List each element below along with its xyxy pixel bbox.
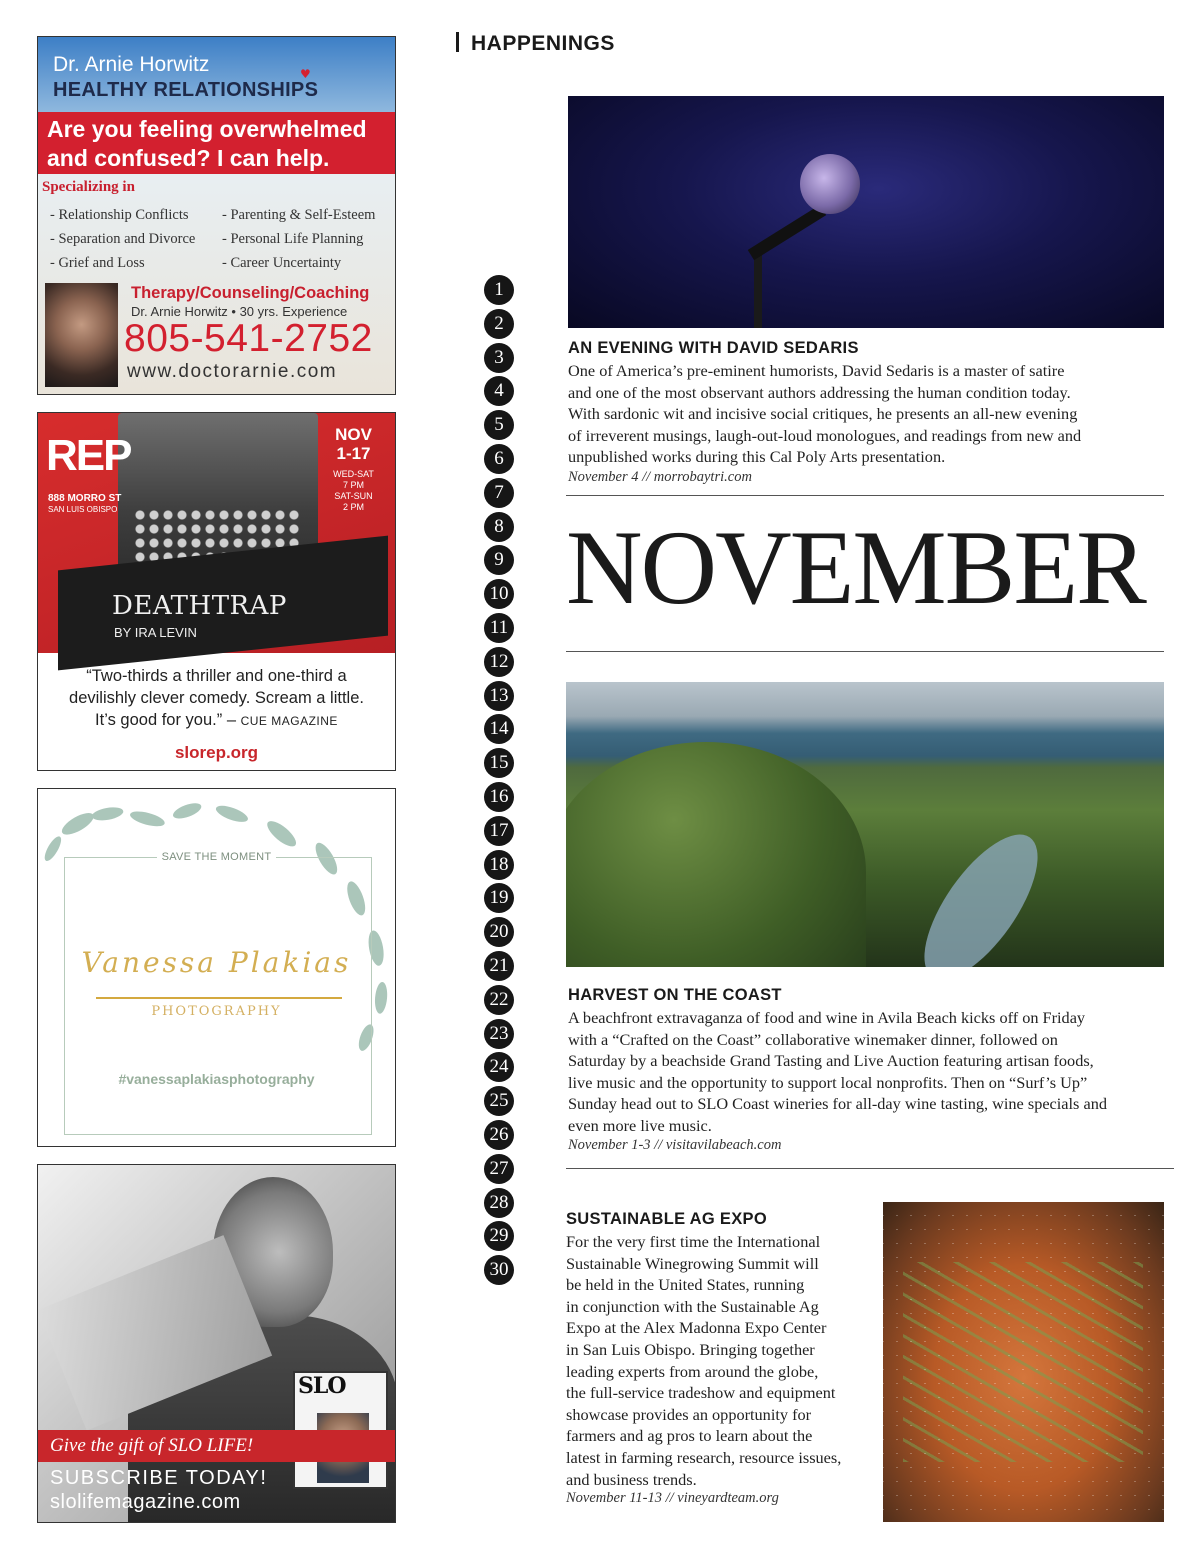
photographer-name: Vanessa Plakias: [81, 946, 352, 979]
day-badge: 27: [484, 1154, 514, 1184]
day-badge: 25: [484, 1086, 514, 1116]
month-title: NOVEMBER: [566, 509, 1145, 626]
article-line: Sustainable Winegrowing Summit will: [566, 1253, 819, 1273]
carrots-photo: [883, 1202, 1164, 1522]
rep-logo: REP: [46, 431, 131, 480]
show-dates: [326, 425, 381, 463]
section-header: [456, 32, 615, 56]
specialty-item: - Relationship Conflicts: [50, 207, 189, 223]
subscribe-cta[interactable]: SUBSCRIBE TODAY!: [50, 1467, 268, 1489]
quote-line: devilishly clever comedy. Scream a little.: [69, 689, 364, 707]
article-line: with a “Crafted on the Coast” collaborative winemaker dinner, followed on: [568, 1029, 1058, 1049]
header-bar: [456, 32, 459, 52]
article-body-harvest: [568, 1007, 1168, 1137]
review-quote: [38, 665, 395, 732]
specialty-item: - Parenting & Self-Esteem: [222, 207, 376, 223]
article-line: live music and the opportunity to support local nonprofits. Then on “Surf’s Up”: [568, 1072, 1088, 1092]
article-title-ag-expo: SUSTAINABLE AG EXPO: [566, 1210, 767, 1228]
article-line: farmers and ag pros to learn about the: [566, 1426, 813, 1446]
heart-icon: ♥: [300, 67, 311, 81]
article-line: be held in the United States, running: [566, 1275, 805, 1295]
article-meta-sedaris[interactable]: November 4 // morrobaytri.com: [568, 469, 752, 485]
ad-experience: Dr. Arnie Horwitz • 30 yrs. Experience: [131, 304, 348, 319]
specialty-item: - Personal Life Planning: [222, 231, 364, 247]
article-meta-ag-expo[interactable]: November 11-13 // vineyardteam.org: [566, 1490, 779, 1506]
ad-pitch-line-1: Are you feeling overwhelmed: [47, 116, 367, 142]
article-line: latest in farming research, resource issues,: [566, 1447, 842, 1467]
show-title: DEATHTRAP: [112, 591, 287, 621]
coast-river: [904, 817, 1059, 967]
day-badge: 2: [484, 309, 514, 339]
day-badge: 28: [484, 1188, 514, 1218]
show-time-line: 2 PM: [342, 502, 364, 512]
day-badge: 15: [484, 748, 514, 778]
day-badge: 19: [484, 883, 514, 913]
day-badge: 26: [484, 1120, 514, 1150]
day-column: [484, 275, 514, 1289]
article-line: in San Luis Obispo. Bringing together: [566, 1339, 815, 1359]
show-author: BY IRA LEVIN: [114, 625, 197, 640]
day-badge: 20: [484, 917, 514, 947]
deathtrap-artwork: [38, 413, 395, 653]
magazine-cover-title: SLO: [298, 1373, 346, 1399]
ad-tagline: SAVE THE MOMENT: [38, 851, 395, 863]
day-badge: 3: [484, 343, 514, 373]
day-badge: 11: [484, 613, 514, 643]
show-times: [326, 469, 381, 513]
ad-deathtrap[interactable]: [37, 412, 396, 771]
ad-website-link[interactable]: slorep.org: [174, 743, 259, 762]
day-badge: 30: [484, 1255, 514, 1285]
show-time-line: WED-SAT: [333, 469, 374, 479]
day-badge: 5: [484, 410, 514, 440]
day-badge: 13: [484, 681, 514, 711]
quote-source: CUE MAGAZINE: [240, 714, 338, 728]
show-date-range: 1-17: [336, 444, 371, 463]
article-line: of irreverent musings, laugh-out-loud monologues, and readings from new and: [568, 425, 1082, 445]
day-badge: 21: [484, 951, 514, 981]
theater-address: 888 MORRO ST: [48, 493, 122, 504]
ad-vanessa-photography[interactable]: [37, 788, 396, 1147]
ad-slo-life-magazine[interactable]: [37, 1164, 396, 1523]
article-line: Expo at the Alex Madonna Expo Center: [566, 1318, 827, 1338]
day-badge: 16: [484, 782, 514, 812]
carrot-net-bag: [883, 1202, 1164, 1522]
day-badge: 22: [484, 985, 514, 1015]
article-line: and business trends.: [566, 1469, 697, 1489]
day-badge: 18: [484, 850, 514, 880]
mic-handle: [748, 205, 826, 260]
article-line: Saturday by a beachside Grand Tasting and Live Auction featuring artisan foods,: [568, 1051, 1094, 1071]
ad-phone-number[interactable]: 805-541-2752: [124, 317, 373, 360]
day-badge: 7: [484, 478, 514, 508]
day-badge: 17: [484, 816, 514, 846]
coast-hillside: [566, 742, 866, 967]
article-line: leading experts from around the globe,: [566, 1361, 819, 1381]
show-month: NOV: [335, 425, 372, 444]
article-line: showcase provides an opportunity for: [566, 1404, 812, 1424]
ad-pitch-band: [38, 112, 395, 174]
article-title-sedaris: AN EVENING WITH DAVID SEDARIS: [568, 339, 859, 357]
divider-rule: [566, 1168, 1174, 1169]
day-badge: 12: [484, 647, 514, 677]
day-badge: 14: [484, 714, 514, 744]
ad-healthy-relationships[interactable]: [37, 36, 396, 395]
article-line: and one of the most observant authors addressing the human condition today.: [568, 382, 1071, 402]
microphone-photo: [568, 96, 1164, 328]
ad-specialty-list-left: [50, 203, 195, 275]
article-body-sedaris: [568, 360, 1168, 468]
article-line: For the very first time the International: [566, 1232, 821, 1251]
photo-frame-border: [64, 857, 372, 1135]
article-line: One of America’s pre-eminent humorists, David Sedaris is a master of satire: [568, 361, 1065, 380]
day-badge: 10: [484, 579, 514, 609]
day-badge: 4: [484, 376, 514, 406]
photographer-hashtag[interactable]: #vanessaplakiasphotography: [118, 1071, 315, 1087]
ad-services: Therapy/Counseling/Coaching: [131, 284, 370, 302]
divider-rule: [566, 651, 1164, 652]
article-line: in conjunction with the Sustainable Ag: [566, 1296, 819, 1316]
ad-website-link[interactable]: slolifemagazine.com: [50, 1491, 241, 1513]
ad-website-link[interactable]: www.doctorarnie.com: [127, 361, 338, 382]
avila-coast-photo: [566, 682, 1164, 967]
ad-specializing-title: Specializing in: [42, 179, 135, 195]
article-line: A beachfront extravaganza of food and wine in Avila Beach kicks off on Friday: [568, 1008, 1086, 1027]
article-line: Sunday head out to SLO Coast wineries for all-day wine tasting, wine specials and: [568, 1094, 1107, 1114]
ad-doctor-name: Dr. Arnie Horwitz: [53, 53, 210, 76]
quote-line: It’s good for you.” –: [95, 711, 236, 729]
day-badge: 9: [484, 545, 514, 575]
theater-city: SAN LUIS OBISPO: [48, 505, 118, 514]
gift-text: Give the gift of SLO LIFE!: [50, 1435, 254, 1456]
ad-pitch-line-2: and confused? I can help.: [47, 145, 330, 171]
doctor-photo: [45, 283, 118, 387]
day-badge: 8: [484, 512, 514, 542]
article-line: With sardonic wit and incisive social critiques, he presents an all-new evening: [568, 404, 1078, 424]
article-line: the full-service tradeshow and equipment: [566, 1383, 836, 1403]
day-badge: 23: [484, 1019, 514, 1049]
day-badge: 29: [484, 1221, 514, 1251]
quote-line: “Two-thirds a thriller and one-third a: [86, 667, 347, 685]
specialty-item: - Career Uncertainty: [222, 255, 342, 271]
show-time-line: SAT-SUN: [334, 491, 373, 501]
specialty-item: - Grief and Loss: [50, 255, 145, 271]
section-label: HAPPENINGS: [471, 32, 615, 55]
day-badge: 6: [484, 444, 514, 474]
ad-specialty-list-right: [222, 203, 375, 275]
ad-headline: HEALTHY RELATIONSHIPS: [53, 79, 319, 101]
photographer-service: PHOTOGRAPHY: [151, 1004, 282, 1019]
article-line: even more live music.: [568, 1115, 712, 1135]
article-meta-harvest[interactable]: November 1-3 // visitavilabeach.com: [568, 1137, 782, 1153]
divider-rule: [566, 495, 1164, 496]
show-time-line: 7 PM: [342, 480, 364, 490]
microphone-icon: [800, 154, 860, 214]
article-body-ag-expo: [566, 1231, 871, 1490]
day-badge: 24: [484, 1052, 514, 1082]
day-badge: 1: [484, 275, 514, 305]
specialty-item: - Separation and Divorce: [50, 231, 196, 247]
article-line: unpublished works during this Cal Poly Arts presentation.: [568, 447, 946, 467]
article-title-harvest: HARVEST ON THE COAST: [568, 986, 782, 1004]
gold-divider: [96, 997, 342, 999]
